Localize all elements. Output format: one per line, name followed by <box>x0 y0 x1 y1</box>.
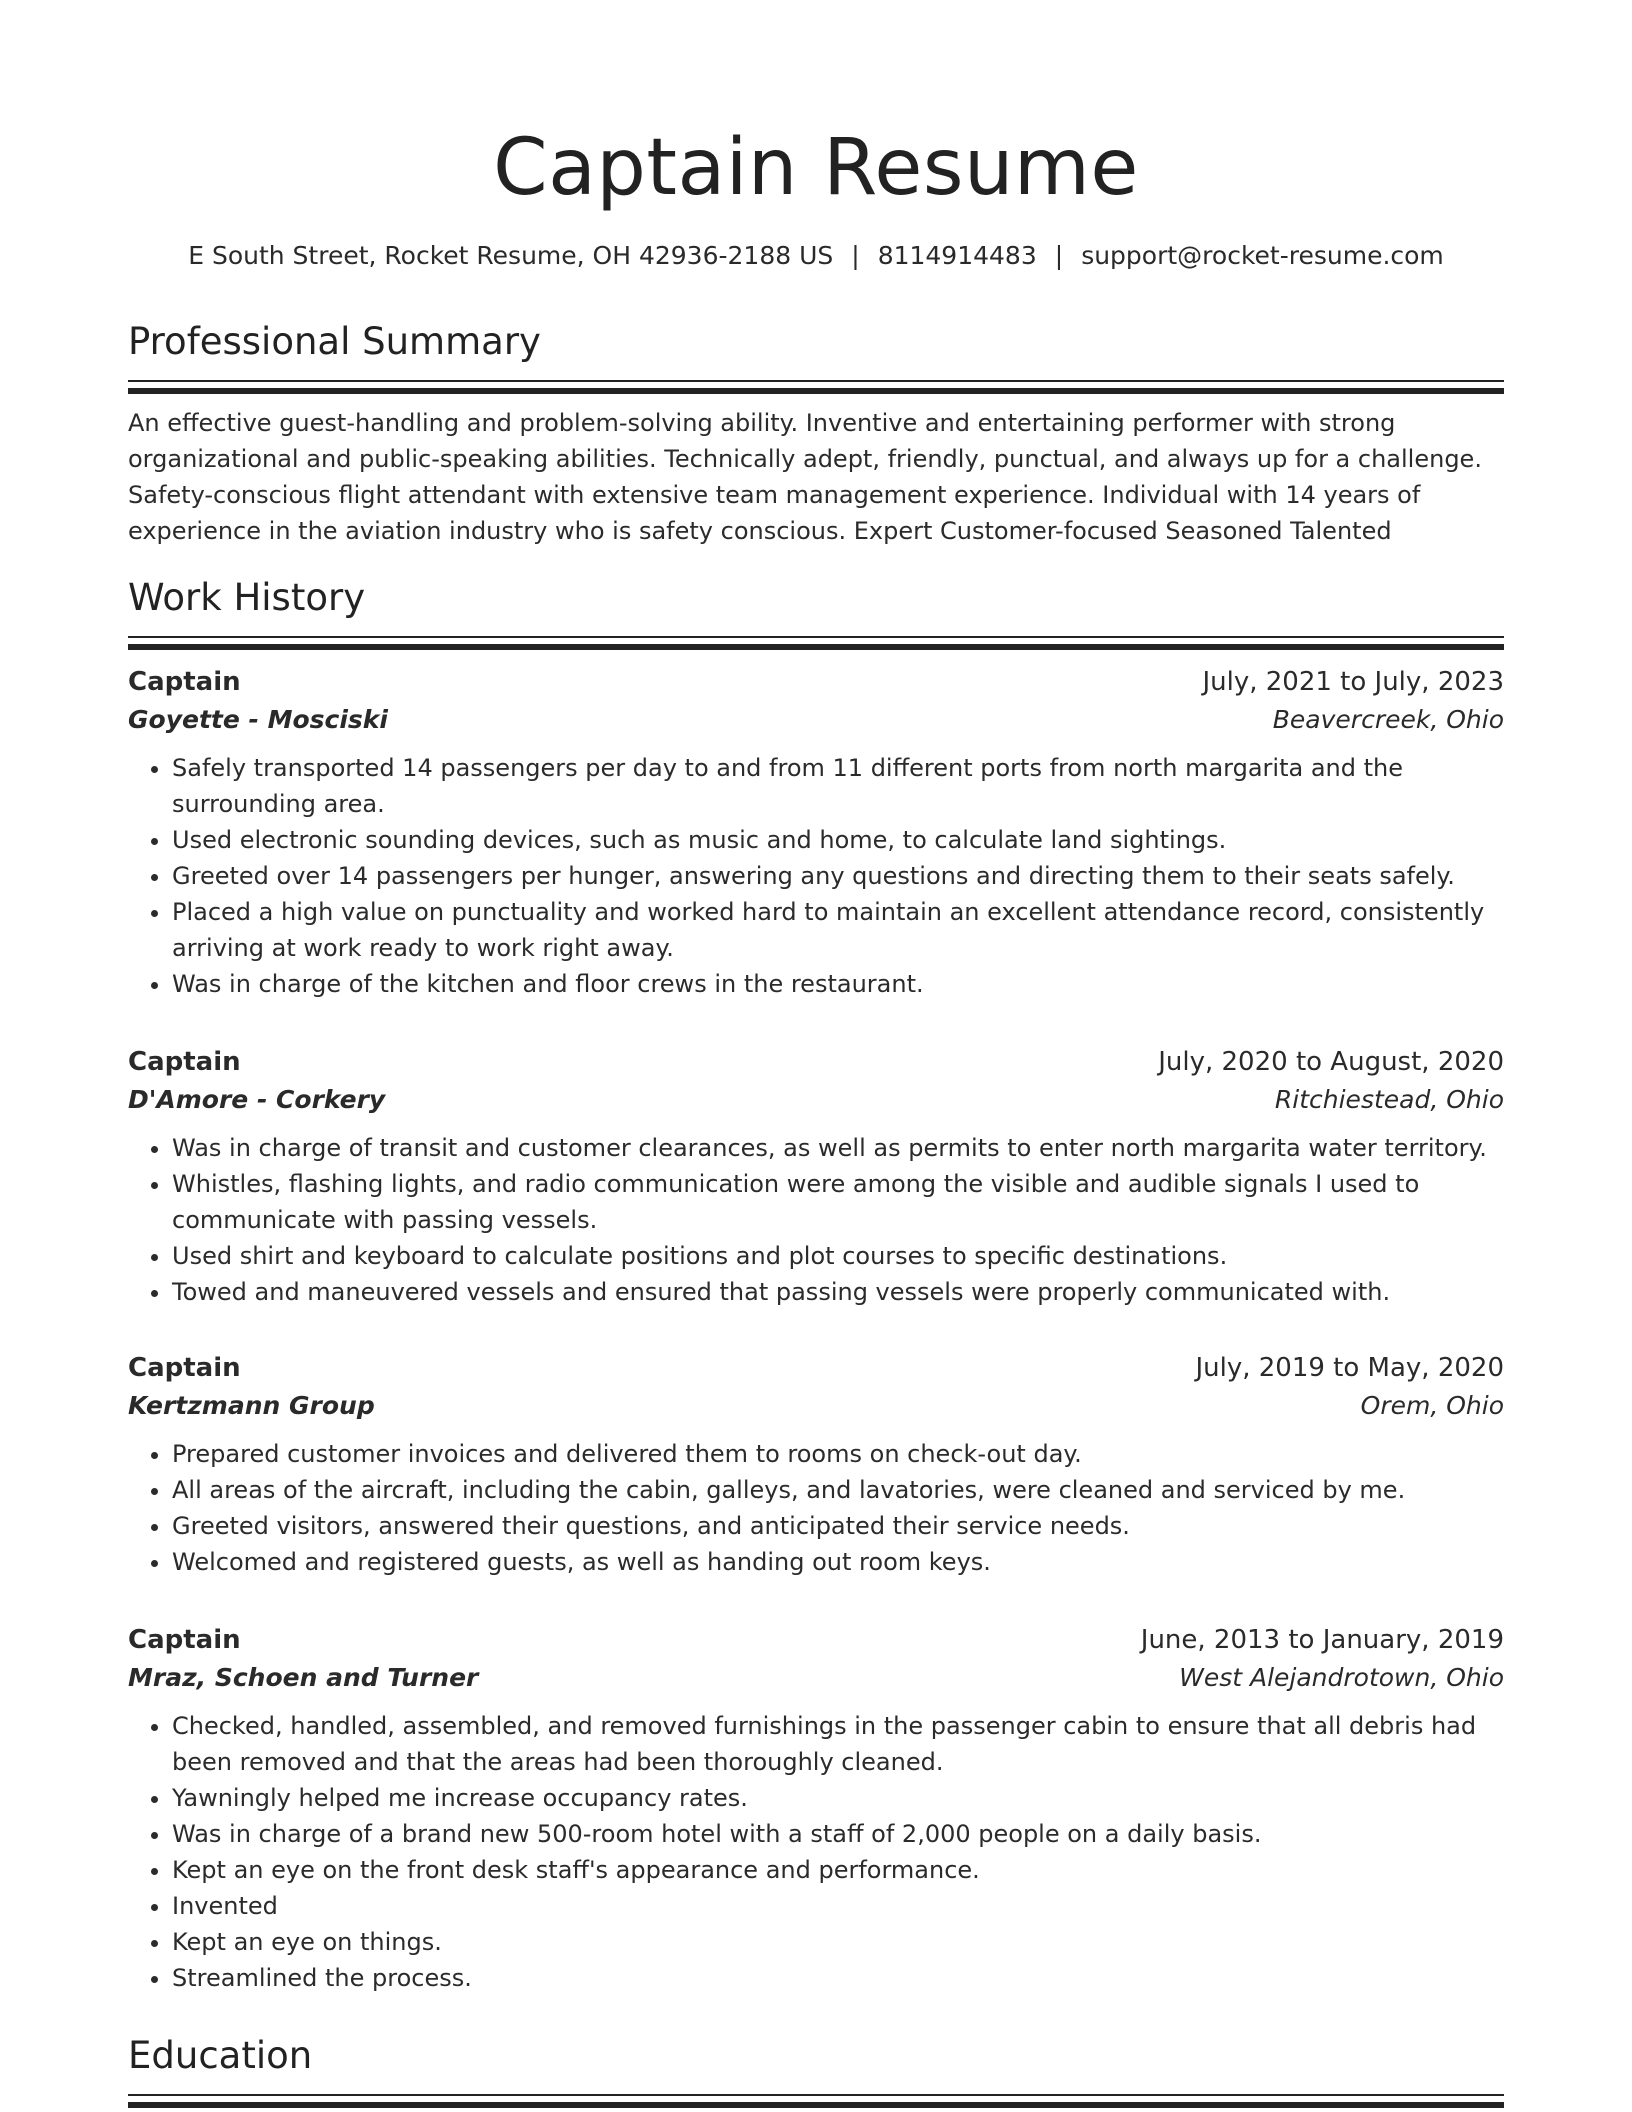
job-title: Captain <box>128 1047 241 1077</box>
section-header-summary <box>128 318 1504 394</box>
section-title-work: Work History <box>128 576 366 619</box>
job-entry <box>128 1350 1504 1580</box>
contact-email[interactable]: support@rocket-resume.com <box>1081 241 1444 270</box>
job-bullet: • Invented <box>172 1888 1504 1924</box>
section-header-education <box>128 2032 1504 2108</box>
section-rule <box>128 380 1504 382</box>
job-company: D'Amore - Corkery <box>128 1085 386 1114</box>
job-bullet: • Whistles, flashing lights, and radio communication were among the visible and audible signals I used to communicate with passing vessels. <box>172 1166 1504 1238</box>
job-dates: June, 2013 to January, 2019 <box>1140 1625 1504 1655</box>
section-rule <box>128 636 1504 638</box>
job-bullet: • Was in charge of the kitchen and floor crews in the restaurant. <box>172 966 1504 1002</box>
job-bullet: • Streamlined the process. <box>172 1960 1504 1996</box>
summary-text: An effective guest-handling and problem-solving ability. Inventive and entertaining performer with strong organizational and public-speaking abilities. Technically adept, friendly, punctual, and always up for a challenge. Safety-conscious flight attendant with extensive team management experience. Individual with 14 years of experience in the aviation industry who is safety conscious. Expert Customer-focused Seasoned Talented <box>128 409 1482 545</box>
job-company: Mraz, Schoen and Turner <box>128 1663 479 1692</box>
job-company: Kertzmann Group <box>128 1391 375 1420</box>
job-bullet: • Prepared customer invoices and delivered them to rooms on check-out day. <box>172 1436 1504 1472</box>
job-bullet: • Welcomed and registered guests, as well as handing out room keys. <box>172 1544 1504 1580</box>
section-title-summary: Professional Summary <box>128 320 541 363</box>
job-bullet: • Used shirt and keyboard to calculate positions and plot courses to specific destinations. <box>172 1238 1504 1274</box>
contact-line <box>128 238 1504 274</box>
section-rule <box>128 2094 1504 2096</box>
job-bullets <box>128 1130 1504 1310</box>
job-bullets <box>128 1436 1504 1580</box>
contact-separator: | <box>851 241 860 270</box>
section-title-education: Education <box>128 2034 313 2077</box>
job-entry <box>128 1044 1504 1310</box>
section-rule <box>128 2102 1504 2108</box>
job-entry <box>128 1622 1504 1996</box>
section-header-work <box>128 574 1504 650</box>
job-bullet: • Placed a high value on punctuality and worked hard to maintain an excellent attendance record, consistently arriving at work ready to work right away. <box>172 894 1504 966</box>
job-bullet: • Safely transported 14 passengers per day to and from 11 different ports from north margarita and the surrounding area. <box>172 750 1504 822</box>
section-rule <box>128 388 1504 394</box>
job-bullet: • Yawningly helped me increase occupancy rates. <box>172 1780 1504 1816</box>
job-title: Captain <box>128 667 241 697</box>
job-company: Goyette - Mosciski <box>128 705 388 734</box>
job-dates: July, 2020 to August, 2020 <box>1158 1047 1504 1077</box>
job-location: Beavercreek, Ohio <box>1272 705 1504 734</box>
job-title: Captain <box>128 1353 241 1383</box>
section-rule <box>128 644 1504 650</box>
job-bullets <box>128 750 1504 1002</box>
job-bullet: • All areas of the aircraft, including the cabin, galleys, and lavatories, were cleaned and serviced by me. <box>172 1472 1504 1508</box>
job-location: Orem, Ohio <box>1360 1391 1504 1420</box>
job-bullet: • Was in charge of transit and customer clearances, as well as permits to enter north margarita water territory. <box>172 1130 1504 1166</box>
job-bullet: • Kept an eye on things. <box>172 1924 1504 1960</box>
contact-separator: | <box>1054 241 1064 270</box>
job-dates: July, 2021 to July, 2023 <box>1202 667 1504 697</box>
contact-phone: 8114914483 <box>877 241 1037 270</box>
job-location: Ritchiestead, Ohio <box>1274 1085 1504 1114</box>
job-bullet: • Towed and maneuvered vessels and ensured that passing vessels were properly communicated with. <box>172 1274 1504 1310</box>
job-bullet: • Checked, handled, assembled, and removed furnishings in the passenger cabin to ensure that all debris had been removed and that the areas had been thoroughly cleaned. <box>172 1708 1504 1780</box>
job-dates: July, 2019 to May, 2020 <box>1195 1353 1504 1383</box>
job-bullet: • Was in charge of a brand new 500-room hotel with a staff of 2,000 people on a daily basis. <box>172 1816 1504 1852</box>
candidate-name: Captain Resume <box>493 123 1139 213</box>
job-bullets <box>128 1708 1504 1996</box>
job-bullet: • Used electronic sounding devices, such as music and home, to calculate land sightings. <box>172 822 1504 858</box>
job-location: West Alejandrotown, Ohio <box>1179 1663 1504 1692</box>
job-title: Captain <box>128 1625 241 1655</box>
job-bullet: • Greeted visitors, answered their questions, and anticipated their service needs. <box>172 1508 1504 1544</box>
job-entry <box>128 664 1504 1002</box>
job-bullet: • Kept an eye on the front desk staff's appearance and performance. <box>172 1852 1504 1888</box>
job-bullet: • Greeted over 14 passengers per hunger, answering any questions and directing them to their seats safely. <box>172 858 1504 894</box>
contact-address: E South Street, Rocket Resume, OH 42936-2188 US <box>188 241 834 270</box>
